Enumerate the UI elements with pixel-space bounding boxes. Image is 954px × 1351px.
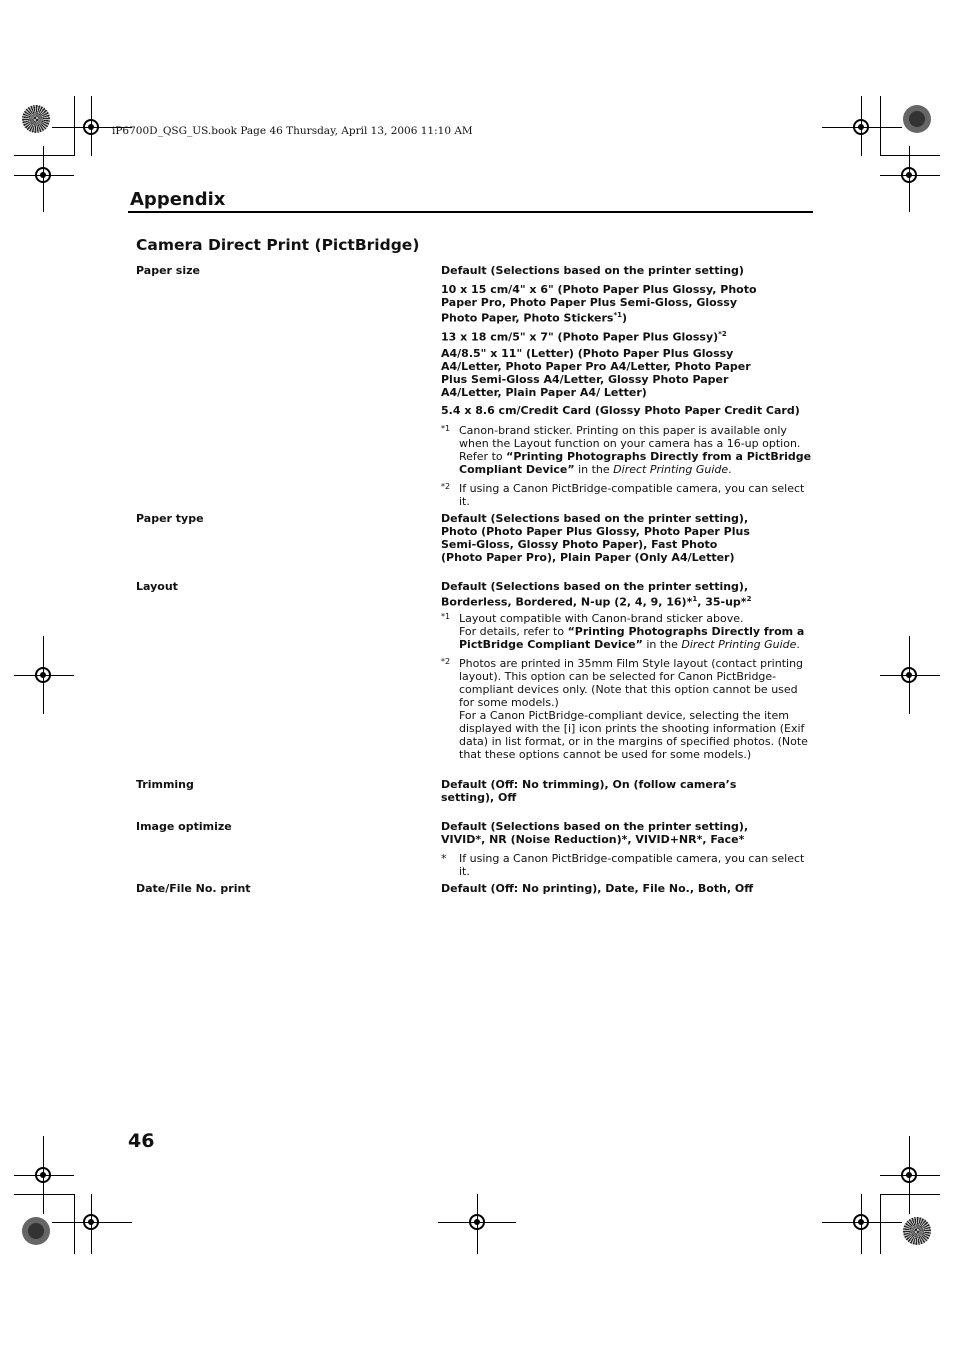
trimming-value: Default (Off: No trimming), On (follow camera’s setting), Off	[441, 778, 737, 804]
setting-label-image-optimize: Image optimize	[136, 820, 232, 833]
footnote: *2 Photos are printed in 35mm Film Style layout (contact printing layout). This option can be selected for Canon PictBridge-compliant devices only. (Note that this option cannot be used for some models.) For a Canon PictBridge-compliant device, selecting the item displayed with the [i] icon prints the shooting information (Exif data) in list format, or in the margins of specified photos. (Note that these options cannot be used for some models.)	[441, 657, 808, 761]
registration-mark-icon	[31, 163, 55, 187]
registration-mark-icon	[465, 1210, 489, 1234]
page-number: 46	[128, 1130, 155, 1152]
setting-label-date-file-print: Date/File No. print	[136, 882, 251, 895]
print-slug: iP6700D_QSG_US.book Page 46 Thursday, April 13, 2006 11:10 AM	[112, 125, 473, 137]
layout-value: Default (Selections based on the printer setting), Borderless, Bordered, N-up (2, 4, 9, 16)*$^1$, 35-up*$^2$	[441, 580, 752, 609]
paper-size-option-4x6: 10 x 15 cm/4" x 6" (Photo Paper Plus Glossy, Photo Paper Pro, Photo Paper Plus Semi-Gloss, Glossy Photo Paper, Photo Stickers$^{*1}$)	[441, 283, 757, 325]
footnote: *1 Canon-brand sticker. Printing on this paper is available only when the Layout function on your camera has a 16-up option. Refer to “Printing Photographs Directly from a PictBridge Compliant Device” in the Direct Printing Guide.	[441, 424, 812, 476]
title-rule	[128, 211, 813, 213]
registration-mark-icon	[897, 1163, 921, 1187]
registration-mark-icon	[897, 663, 921, 687]
star-target-icon	[22, 105, 50, 133]
registration-mark-icon	[79, 115, 103, 139]
footnote: *1 Layout compatible with Canon-brand sticker above. For details, refer to “Printing Photographs Directly from a PictBridge Compliant Device” in the Direct Printing Guide.	[441, 612, 805, 651]
registration-mark-icon	[79, 1210, 103, 1234]
paper-size-option-a4-letter: A4/8.5" x 11" (Letter) (Photo Paper Plus Glossy A4/Letter, Photo Paper Pro A4/Letter, Photo Paper Plus Semi-Gloss A4/Letter, Glossy Photo Paper A4/Letter, Plain Paper A4/ Letter)	[441, 347, 751, 399]
paper-type-value: Default (Selections based on the printer setting), Photo (Photo Paper Plus Glossy, Photo Paper Plus Semi-Gloss, Glossy Photo Paper), Fast Photo (Photo Paper Pro), Plain Paper (Only A4/Letter)	[441, 512, 750, 564]
section-title: Camera Direct Print (PictBridge)	[136, 236, 420, 254]
setting-label-paper-type: Paper type	[136, 512, 204, 525]
page-title: Appendix	[130, 189, 226, 210]
star-target-icon	[903, 105, 931, 133]
registration-mark-icon	[849, 1210, 873, 1234]
paper-size-default: Default (Selections based on the printer setting)	[441, 264, 744, 277]
paper-size-option-credit-card: 5.4 x 8.6 cm/Credit Card (Glossy Photo Paper Credit Card)	[441, 404, 800, 417]
paper-size-option-5x7: 13 x 18 cm/5" x 7" (Photo Paper Plus Glossy)$^{*2}$	[441, 330, 727, 344]
image-optimize-value: Default (Selections based on the printer setting), VIVID*, NR (Noise Reduction)*, VIVID+NR*, Face*	[441, 820, 749, 846]
registration-mark-icon	[897, 163, 921, 187]
footnote: *2 If using a Canon PictBridge-compatible camera, you can select it.	[441, 482, 805, 508]
registration-mark-icon	[31, 663, 55, 687]
setting-label-paper-size: Paper size	[136, 264, 200, 277]
registration-mark-icon	[31, 1163, 55, 1187]
star-target-icon	[903, 1217, 931, 1245]
registration-mark-icon	[849, 115, 873, 139]
setting-label-layout: Layout	[136, 580, 178, 593]
star-target-icon	[22, 1217, 50, 1245]
date-file-print-value: Default (Off: No printing), Date, File No., Both, Off	[441, 882, 754, 895]
setting-label-trimming: Trimming	[136, 778, 194, 791]
footnote: * If using a Canon PictBridge-compatible camera, you can select it.	[441, 852, 805, 878]
